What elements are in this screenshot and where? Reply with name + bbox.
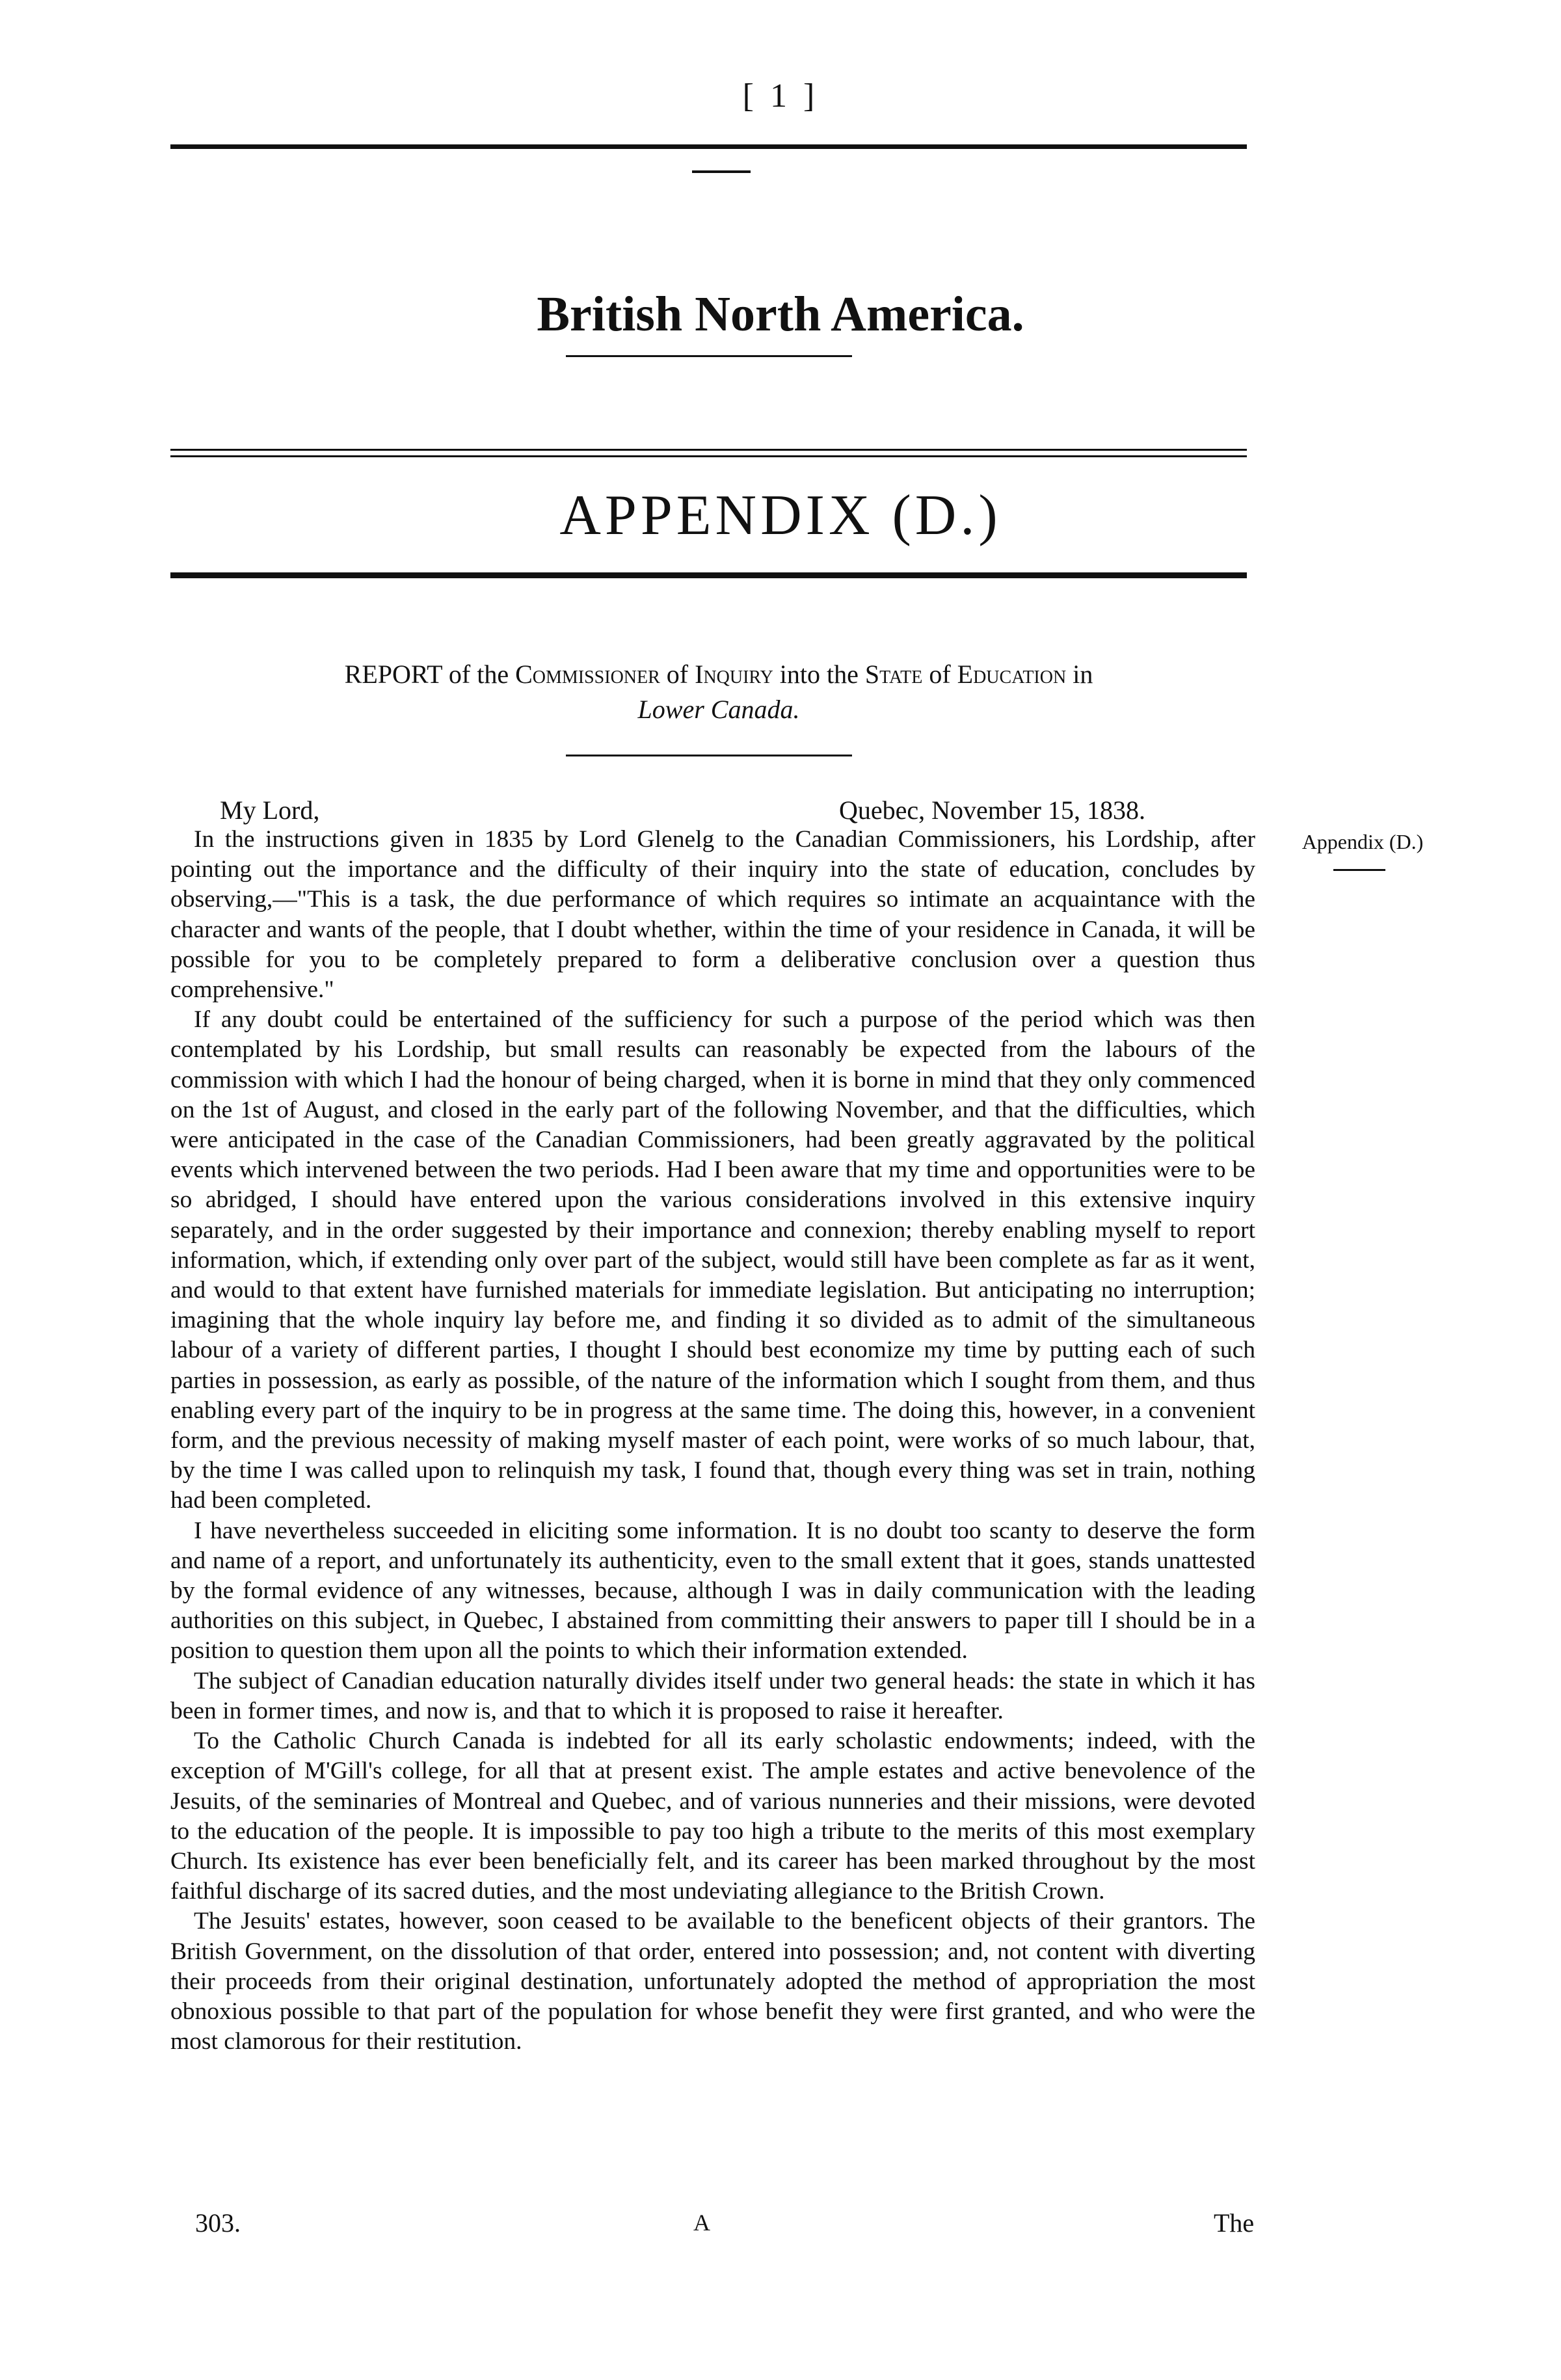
- paragraph: I have nevertheless succeeded in eliciting some information. It is no doubt too scanty to deserve the form and name of a report, and unfortunately its authenticity, even to the small extent that it goes, stands unattested by the formal evidence of any witnesses, because, although I was in daily communication with the leading authorities on this subject, in Quebec, I abstained from committing their answers to paper till I should be in a position to question them upon all the points to which their information extended.: [170, 1517, 1255, 1665]
- series-title: British North America.: [537, 287, 1024, 341]
- report-title-inquiry: Inquiry: [695, 660, 773, 689]
- report-title-state: State: [864, 660, 923, 689]
- paragraph: In the instructions given in 1835 by Lord Glenelg to the Canadian Commissioners, his Lordship, after pointing out the importance and the difficulty of their inquiry into the state of education, concludes by observing,—"This is a task, the due performance of which requires so intimate an acquaintance with the character and wants of the people, that I doubt whether, within the time of your residence in Canada, it will be possible for you to be completely prepared to form a deliberative conclusion over a question thus comprehensive.": [170, 826, 1255, 1004]
- salutation: My Lord,: [220, 796, 320, 825]
- paragraph: The subject of Canadian education naturally divides itself under two general heads: the state in which it has been in former times, and now is, and that to which it is proposed to raise it hereafter.: [170, 1667, 1255, 1724]
- header-rule: [170, 144, 1247, 149]
- catchword: The: [1214, 2208, 1255, 2238]
- report-title-into: into the: [773, 660, 865, 689]
- report-title: [195, 657, 1242, 727]
- body-text: [170, 825, 1255, 2057]
- paragraph: The Jesuits' estates, however, soon ceased to be available to the beneficent objects of their grantors. The British Government, on the dissolution of that order, entered into possession; and, not content with diverting their proceeds from their original destination, unfortunately adopted the method of appropriation the most obnoxious possible to that part of the population for whose benefit they were first granted, and who were the most clamorous for their restitution.: [170, 1908, 1255, 2055]
- margin-note-rule: [1333, 869, 1385, 871]
- page-header: [ 1 ]: [742, 77, 819, 114]
- report-title-prefix: REPORT of the: [344, 660, 516, 689]
- report-title-underline: [566, 755, 852, 756]
- dateline: Quebec, November 15, 1838.: [839, 796, 1145, 825]
- margin-note: Appendix (D.): [1301, 830, 1424, 853]
- paragraph: If any doubt could be entertained of the sufficiency for such a purpose of the period which was then contemplated by his Lordship, but small results can reasonably be expected from the labours of the commission with which I had the honour of being charged, when it is borne in mind that they only commenced on the 1st of August, and closed in the early part of the following November, and that the difficulties, which were anticipated in the case of the Canadian Commissioners, had been greatly aggravated by the political events which intervened between the two periods. Had I been aware that my time and opportunities were to be so abridged, I should have entered upon the various considerations involved in this extensive inquiry separately, and in the order suggested by their importance and connexion; thereby enabling myself to report information, which, if extending only over part of the subject, would still have been complete as far as it went, and would to that extent have furnished materials for immediate legislation. But anticipating no interruption; imagining that the whole inquiry lay before me, and finding it so divided as to admit of the simultaneous labour of a variety of different parties, I thought I should best economize my time by putting each of such parties in possession, as early as possible, of the nature of the information which I sought from them, and thus enabling every part of the inquiry to be in progress at the same time. The doing this, however, in a convenient form, and the previous necessity of making myself master of each point, were works of so much labour, that, by the time I was called upon to relinquish my task, I found that, though every thing was set in train, nothing had been completed.: [170, 1006, 1255, 1514]
- report-title-place: Lower Canada.: [637, 695, 800, 724]
- report-title-in: in: [1066, 660, 1093, 689]
- report-title-commissioner: Commissioner: [515, 660, 660, 689]
- title-underline: [566, 355, 852, 357]
- double-rule-lower: [170, 455, 1247, 457]
- footer-center-mark: A: [693, 2210, 710, 2236]
- report-title-of-2: of: [922, 660, 957, 689]
- paragraph: To the Catholic Church Canada is indebted for all its early scholastic endowments; indeed, with the exception of M'Gill's college, for all that at present exist. The ample estates and active benevolence of the Jesuits, of the seminaries of Montreal and Quebec, and of various nunneries and their missions, were devoted to the education of the people. It is impossible to pay too high a tribute to the merits of this most exemplary Church. Its existence has ever been beneficially felt, and its career has been marked throughout by the most faithful discharge of its sacred duties, and the most undeviating allegiance to the British Crown.: [170, 1728, 1255, 1905]
- thick-rule: [170, 572, 1247, 578]
- double-rule-upper: [170, 449, 1247, 451]
- header-short-rule: [692, 170, 751, 173]
- appendix-title: APPENDIX (D.): [559, 484, 1002, 547]
- report-title-education: Education: [957, 660, 1067, 689]
- signature-mark: 303.: [195, 2208, 241, 2238]
- report-title-of: of: [660, 660, 695, 689]
